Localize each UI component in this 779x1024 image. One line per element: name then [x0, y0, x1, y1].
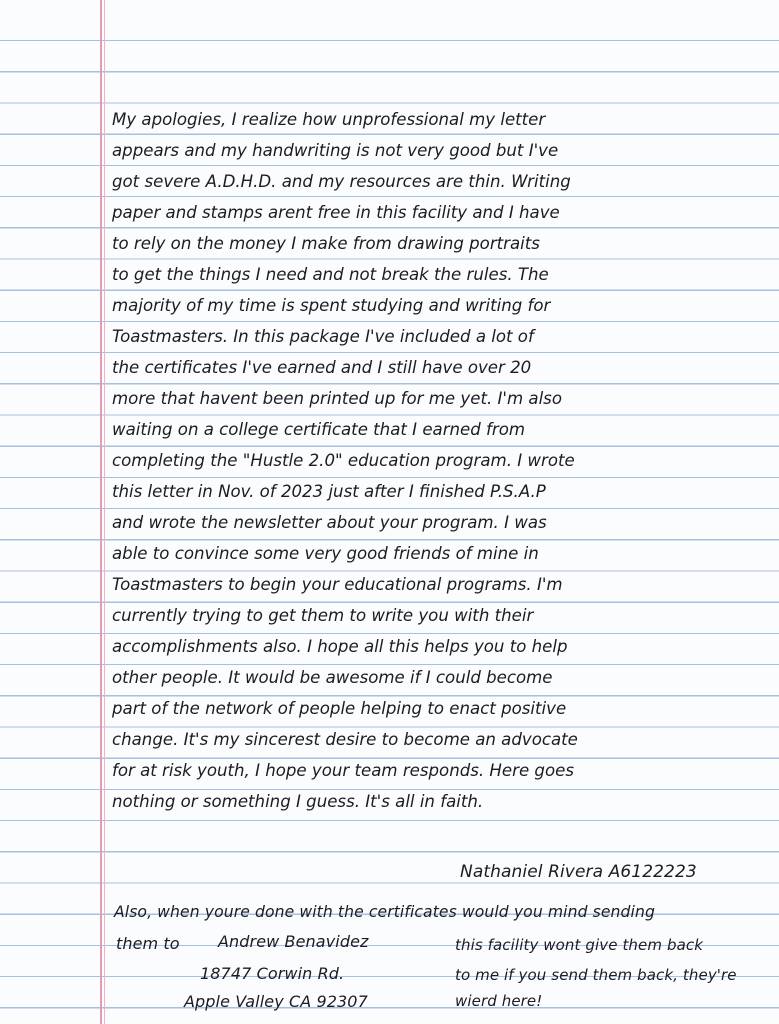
margin-line — [100, 0, 102, 1024]
letter-line: currently trying to get them to write you with their — [112, 606, 534, 625]
letter-body — [112, 104, 772, 817]
letter-line: to rely on the money I make from drawing portraits — [112, 234, 540, 253]
letter-line: accomplishments also. I hope all this helps you to help — [112, 637, 568, 656]
postscript-right-line: wierd here! — [455, 992, 543, 1010]
letter-line: and wrote the newsletter about your program. I was — [112, 513, 547, 532]
letter-line: more that havent been printed up for me yet. I'm also — [112, 389, 562, 408]
address-street: 18747 Corwin Rd. — [200, 964, 345, 983]
letter-line: for at risk youth, I hope your team responds. Here goes — [112, 761, 574, 780]
letter-line: appears and my handwriting is not very good but I've — [112, 141, 559, 160]
letter-line: nothing or something I guess. It's all in faith. — [112, 792, 484, 811]
postscript-line: Also, when youre done with the certificates would you mind sending — [114, 903, 655, 921]
postscript-right-line: to me if you send them back, they're — [455, 966, 737, 984]
margin-line-inner — [104, 0, 105, 1024]
letter-line: paper and stamps arent free in this facility and I have — [112, 203, 560, 222]
address-city: Apple Valley CA 92307 — [184, 992, 368, 1011]
letter-line: My apologies, I realize how unprofessional my letter — [112, 110, 546, 129]
postscript-right-line: this facility wont give them back — [455, 936, 703, 954]
letter-line: majority of my time is spent studying and writing for — [112, 296, 551, 315]
letter-line: to get the things I need and not break the rules. The — [112, 265, 549, 284]
letter-line: part of the network of people helping to enact positive — [112, 699, 567, 718]
letter-line: able to convince some very good friends of mine in — [112, 544, 539, 563]
letter-line: other people. It would be awesome if I could become — [112, 668, 553, 687]
letter-line: this letter in Nov. of 2023 just after I finished P.S.A.P — [112, 482, 546, 501]
signature: Nathaniel Rivera A6122223 — [460, 862, 697, 882]
postscript-them-to: them to — [116, 934, 180, 953]
letter-line: the certificates I've earned and I still have over 20 — [112, 358, 532, 377]
letter-line: Toastmasters. In this package I've included a lot of — [112, 327, 534, 346]
letter-line: Toastmasters to begin your educational programs. I'm — [112, 575, 563, 594]
address-name: Andrew Benavidez — [218, 932, 369, 951]
letter-line: change. It's my sincerest desire to become an advocate — [112, 730, 578, 749]
letter-line: completing the "Hustle 2.0" education program. I wrote — [112, 451, 575, 470]
letter-line: waiting on a college certificate that I earned from — [112, 420, 526, 439]
letter-line: got severe A.D.H.D. and my resources are thin. Writing — [112, 172, 571, 191]
